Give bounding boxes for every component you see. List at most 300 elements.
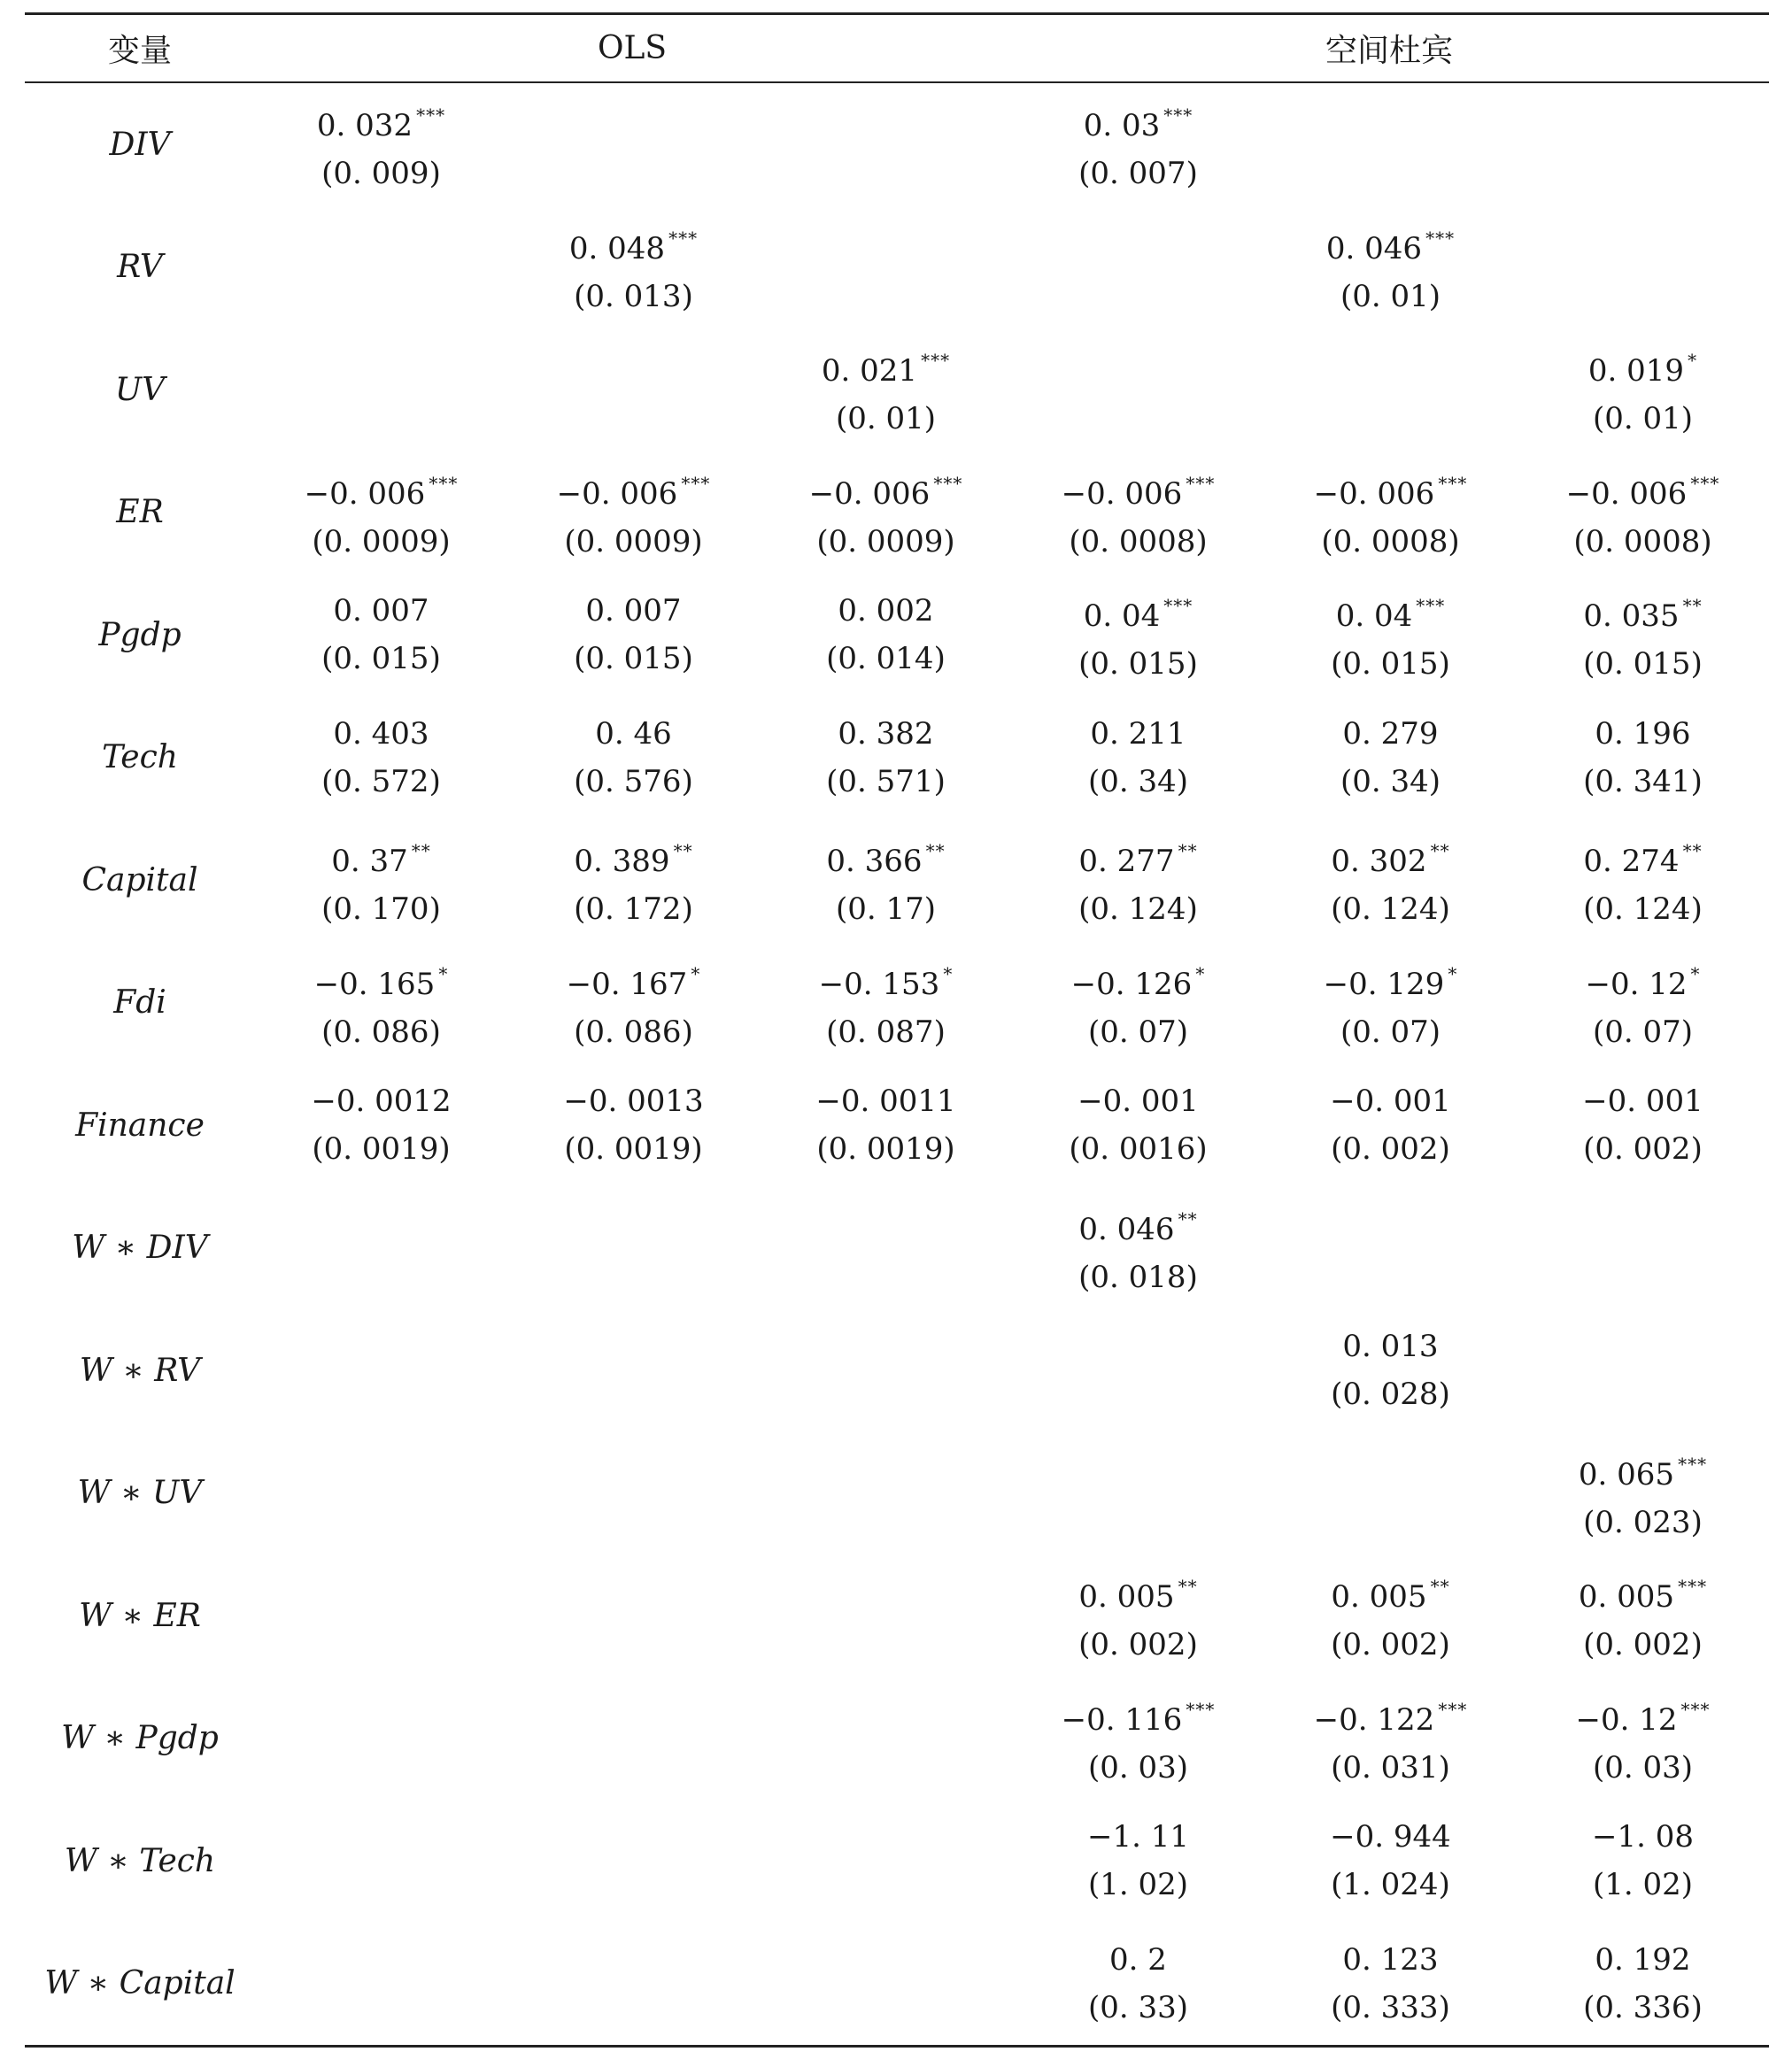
table-cell <box>1264 1936 1517 2032</box>
coefficient-line <box>1264 710 1517 758</box>
standard-error: (0. 002) <box>1583 1627 1703 1663</box>
table-row <box>25 942 1769 1065</box>
coefficient-value: 0. 46 <box>595 715 672 752</box>
standard-error: (0. 336) <box>1583 1989 1703 2025</box>
table-cell <box>1517 1077 1769 1173</box>
coefficient-line <box>1264 1813 1517 1861</box>
coefficient-line <box>507 710 760 758</box>
coefficient-line <box>760 1077 1012 1125</box>
table-cell <box>760 1077 1012 1173</box>
standard-error: (0. 015) <box>1078 646 1198 683</box>
standard-error: (0. 086) <box>574 1014 693 1050</box>
coefficient-line <box>255 827 507 885</box>
significance-stars: *** <box>681 472 711 494</box>
significance-stars: *** <box>1678 1453 1708 1475</box>
table-cell <box>1264 950 1517 1056</box>
coefficient-line <box>1264 1685 1517 1744</box>
coefficient-line <box>1517 1077 1769 1125</box>
coefficient-value: 0. 007 <box>585 593 682 629</box>
standard-error: (0. 0009) <box>816 523 955 559</box>
significance-stars: *** <box>668 227 699 249</box>
coefficient-value: 0. 04 <box>1083 598 1161 635</box>
coefficient-value: 0. 005 <box>1078 1579 1175 1616</box>
coefficient-line <box>1517 1685 1769 1744</box>
coefficient-value: −0. 165 <box>313 966 436 1002</box>
coefficient-value: −0. 001 <box>1582 1084 1703 1120</box>
table-cell <box>760 336 1012 443</box>
coefficient-value: −0. 006 <box>556 475 678 512</box>
table-cell <box>255 1077 507 1173</box>
variable-label: DIV <box>109 126 171 163</box>
table-cell <box>1517 582 1769 688</box>
significance-stars: *** <box>921 350 951 372</box>
coefficient-line <box>1264 1936 1517 1984</box>
coefficient-line <box>507 214 760 273</box>
standard-error: (0. 124) <box>1331 891 1450 928</box>
coefficient-value: 0. 274 <box>1583 844 1680 880</box>
significance-stars: *** <box>933 472 963 494</box>
coefficient-line <box>1012 459 1264 518</box>
standard-error: (0. 333) <box>1331 1989 1450 2025</box>
standard-error: (0. 03) <box>1592 1749 1694 1785</box>
variable-label: ER <box>116 494 164 531</box>
significance-stars: * <box>943 962 954 984</box>
significance-stars: *** <box>1678 1576 1708 1598</box>
coefficient-line <box>1012 1562 1264 1621</box>
table-cell <box>1012 1077 1264 1173</box>
significance-stars: *** <box>1163 104 1193 127</box>
coefficient-line <box>1517 582 1769 640</box>
significance-stars: ** <box>411 840 431 862</box>
coefficient-value: −0. 12 <box>1575 1701 1678 1738</box>
standard-error: (0. 01) <box>1592 401 1694 437</box>
table-row <box>25 83 1769 206</box>
coefficient-value: −0. 001 <box>1078 1084 1199 1120</box>
table-cell <box>1012 710 1264 806</box>
coefficient-value: 0. 04 <box>1335 598 1413 635</box>
coefficient-line <box>1264 827 1517 885</box>
table-row <box>25 1800 1769 1923</box>
coefficient-line <box>1517 1813 1769 1861</box>
coefficient-value: −0. 001 <box>1330 1084 1451 1120</box>
coefficient-line <box>1264 1077 1517 1125</box>
table-cell <box>1264 1323 1517 1418</box>
coefficient-line <box>255 459 507 518</box>
coefficient-value: −1. 08 <box>1592 1819 1694 1855</box>
coefficient-value: 0. 019 <box>1587 353 1685 389</box>
coefficient-value: 0. 013 <box>1342 1329 1439 1365</box>
standard-error: (0. 07) <box>1592 1014 1694 1050</box>
variable-label: Tech <box>102 739 178 776</box>
table-row <box>25 1309 1769 1432</box>
coefficient-line <box>507 827 760 885</box>
coefficient-value: 0. 005 <box>1578 1579 1675 1616</box>
standard-error: (1. 024) <box>1331 1867 1450 1903</box>
table-body <box>25 83 1769 2045</box>
standard-error: (0. 086) <box>321 1014 441 1050</box>
coefficient-value: −0. 129 <box>1323 966 1445 1002</box>
table-row <box>25 1554 1769 1678</box>
coefficient-line <box>1012 710 1264 758</box>
table-cell <box>1517 1813 1769 1909</box>
standard-error: (0. 007) <box>1078 156 1198 192</box>
standard-error: (0. 341) <box>1583 763 1703 799</box>
significance-stars: *** <box>1438 1698 1468 1720</box>
table-cell <box>255 587 507 683</box>
standard-error: (0. 0019) <box>816 1131 955 1168</box>
standard-error: (0. 0008) <box>1321 523 1460 559</box>
table-cell <box>255 459 507 566</box>
table-row <box>25 1678 1769 1801</box>
table-cell <box>1264 582 1517 688</box>
coefficient-value: 0. 277 <box>1078 844 1175 880</box>
header-row <box>25 15 1769 81</box>
coefficient-line <box>255 587 507 635</box>
coefficient-value: 0. 046 <box>1078 1211 1175 1247</box>
standard-error: (0. 031) <box>1331 1749 1450 1785</box>
coefficient-line <box>1264 582 1517 640</box>
table-cell <box>507 1077 760 1173</box>
significance-stars: ** <box>1178 840 1198 862</box>
coefficient-line <box>1264 1323 1517 1370</box>
variable-label: W ∗ UV <box>77 1475 203 1512</box>
coefficient-line <box>1517 1440 1769 1499</box>
coefficient-line <box>255 950 507 1008</box>
coefficient-value: 0. 403 <box>333 715 429 752</box>
coefficient-value: 0. 279 <box>1342 715 1439 752</box>
variable-label: RV <box>117 249 163 286</box>
coefficient-value: 0. 021 <box>821 353 918 389</box>
coefficient-line <box>1264 214 1517 273</box>
coefficient-line <box>1264 950 1517 1008</box>
table-cell <box>1264 459 1517 566</box>
table-cell <box>1012 459 1264 566</box>
table-cell <box>1264 710 1517 806</box>
coefficient-line <box>255 91 507 150</box>
standard-error: (0. 015) <box>574 641 693 677</box>
table-row <box>25 1064 1769 1187</box>
standard-error: (0. 023) <box>1583 1504 1703 1540</box>
standard-error: (0. 34) <box>1087 763 1189 799</box>
significance-stars: *** <box>1690 472 1720 494</box>
coefficient-line <box>760 459 1012 518</box>
standard-error: (0. 0019) <box>564 1131 703 1168</box>
significance-stars: ** <box>1178 1576 1198 1598</box>
table-row <box>25 451 1769 575</box>
table-cell <box>507 950 760 1056</box>
coefficient-line <box>507 1077 760 1125</box>
significance-stars: * <box>1195 962 1206 984</box>
standard-error: (0. 087) <box>826 1014 946 1050</box>
coefficient-line <box>760 950 1012 1008</box>
table-cell <box>507 827 760 933</box>
standard-error: (0. 33) <box>1087 1989 1189 2025</box>
standard-error: (0. 124) <box>1583 891 1703 928</box>
variable-label: W ∗ DIV <box>72 1230 208 1267</box>
coefficient-line <box>507 459 760 518</box>
standard-error: (0. 172) <box>574 891 693 928</box>
coefficient-line <box>1517 710 1769 758</box>
standard-error: (0. 018) <box>1078 1259 1198 1295</box>
table-cell <box>1012 91 1264 197</box>
coefficient-line <box>1012 1195 1264 1253</box>
table-cell <box>1517 710 1769 806</box>
table-cell <box>1012 950 1264 1056</box>
coefficient-value: −0. 126 <box>1070 966 1193 1002</box>
standard-error: (1. 02) <box>1087 1867 1189 1903</box>
table-cell <box>760 710 1012 806</box>
coefficient-line <box>1012 1936 1264 1984</box>
table-cell <box>507 214 760 320</box>
table-cell <box>1517 827 1769 933</box>
table-cell <box>1012 1936 1264 2032</box>
header-ols: OLS <box>597 30 668 66</box>
significance-stars: ** <box>1178 1207 1198 1230</box>
coefficient-line <box>1012 582 1264 640</box>
variable-label: Fdi <box>113 984 166 1022</box>
table-cell <box>507 710 760 806</box>
coefficient-value: −0. 006 <box>1061 475 1183 512</box>
table-cell <box>255 827 507 933</box>
coefficient-line <box>255 710 507 758</box>
bottom-rule <box>25 2045 1769 2048</box>
coefficient-value: 0. 196 <box>1595 715 1691 752</box>
table-cell <box>507 587 760 683</box>
variable-label: W ∗ Pgdp <box>61 1720 219 1757</box>
standard-error: (0. 0016) <box>1069 1131 1208 1168</box>
significance-stars: *** <box>1416 595 1446 617</box>
standard-error: (0. 015) <box>321 641 441 677</box>
table-cell <box>1264 1562 1517 1669</box>
coefficient-value: 0. 37 <box>331 844 408 880</box>
coefficient-value: −0. 122 <box>1313 1701 1435 1738</box>
standard-error: (0. 0008) <box>1069 523 1208 559</box>
standard-error: (0. 124) <box>1078 891 1198 928</box>
variable-label: Finance <box>75 1107 205 1144</box>
table-cell <box>1517 950 1769 1056</box>
table-cell <box>1517 1936 1769 2032</box>
standard-error: (0. 170) <box>321 891 441 928</box>
significance-stars: * <box>1690 962 1701 984</box>
coefficient-line <box>1012 1077 1264 1125</box>
table-row <box>25 1923 1769 2046</box>
table-cell <box>255 91 507 197</box>
significance-stars: * <box>438 962 449 984</box>
coefficient-value: 0. 046 <box>1325 230 1423 266</box>
coefficient-value: −0. 0013 <box>563 1084 704 1120</box>
table-row <box>25 206 1769 329</box>
significance-stars: ** <box>1682 840 1703 862</box>
regression-table <box>25 12 1769 2048</box>
table-cell <box>1264 1813 1517 1909</box>
variable-label: W ∗ Capital <box>44 1965 236 2002</box>
coefficient-value: −1. 11 <box>1087 1819 1189 1855</box>
standard-error: (0. 34) <box>1340 763 1441 799</box>
standard-error: (0. 014) <box>826 641 946 677</box>
coefficient-value: 0. 211 <box>1090 715 1186 752</box>
significance-stars: *** <box>1186 472 1216 494</box>
significance-stars: * <box>691 962 701 984</box>
coefficient-value: −0. 006 <box>304 475 426 512</box>
standard-error: (0. 07) <box>1340 1014 1441 1050</box>
header-sdm: 空间杜宾 <box>1325 33 1453 69</box>
significance-stars: ** <box>673 840 693 862</box>
variable-label: W ∗ ER <box>79 1597 201 1634</box>
table-cell <box>255 710 507 806</box>
table-row <box>25 819 1769 942</box>
variable-label: Capital <box>81 861 198 899</box>
coefficient-value: 0. 03 <box>1083 108 1161 144</box>
coefficient-line <box>1517 1562 1769 1621</box>
coefficient-line <box>1012 950 1264 1008</box>
table-cell <box>1012 1195 1264 1301</box>
coefficient-value: −0. 944 <box>1330 1819 1451 1855</box>
table-cell <box>760 950 1012 1056</box>
table-cell <box>1264 1685 1517 1792</box>
standard-error: (0. 576) <box>574 763 693 799</box>
coefficient-value: −0. 12 <box>1585 966 1688 1002</box>
coefficient-value: 0. 002 <box>838 593 934 629</box>
significance-stars: *** <box>1680 1698 1711 1720</box>
table-cell <box>1012 1562 1264 1669</box>
coefficient-line <box>760 336 1012 395</box>
table-row <box>25 1432 1769 1555</box>
coefficient-line <box>1264 1562 1517 1621</box>
table-row <box>25 328 1769 451</box>
significance-stars: *** <box>1425 227 1456 249</box>
standard-error: (0. 002) <box>1331 1131 1450 1168</box>
coefficient-line <box>1517 1936 1769 1984</box>
standard-error: (1. 02) <box>1592 1867 1694 1903</box>
coefficient-value: 0. 192 <box>1595 1941 1691 1978</box>
table-cell <box>1517 336 1769 443</box>
standard-error: (0. 009) <box>321 156 441 192</box>
table-cell <box>507 459 760 566</box>
table-cell <box>760 827 1012 933</box>
header-variable: 变量 <box>107 33 172 69</box>
significance-stars: *** <box>416 104 446 127</box>
coefficient-line <box>1517 950 1769 1008</box>
table-cell <box>760 587 1012 683</box>
coefficient-value: 0. 007 <box>333 593 429 629</box>
coefficient-value: 0. 065 <box>1578 1456 1675 1492</box>
standard-error: (0. 028) <box>1331 1377 1450 1413</box>
coefficient-value: −0. 153 <box>818 966 940 1002</box>
significance-stars: * <box>1448 962 1458 984</box>
coefficient-line <box>1517 336 1769 395</box>
significance-stars: *** <box>1438 472 1468 494</box>
table-cell <box>1517 1685 1769 1792</box>
coefficient-value: −0. 006 <box>1313 475 1435 512</box>
table-cell <box>1012 1685 1264 1792</box>
standard-error: (0. 002) <box>1078 1627 1198 1663</box>
significance-stars: *** <box>1163 595 1193 617</box>
significance-stars: ** <box>1682 595 1703 617</box>
table-cell <box>1264 214 1517 320</box>
coefficient-value: 0. 123 <box>1342 1941 1439 1978</box>
variable-label: W ∗ RV <box>79 1352 201 1389</box>
table-row <box>25 1187 1769 1310</box>
coefficient-value: −0. 006 <box>808 475 931 512</box>
coefficient-value: 0. 005 <box>1331 1579 1427 1616</box>
table-cell <box>1517 1440 1769 1546</box>
table-cell <box>1264 827 1517 933</box>
coefficient-value: −0. 167 <box>566 966 688 1002</box>
significance-stars: ** <box>1430 840 1450 862</box>
table-row <box>25 574 1769 697</box>
coefficient-line <box>1264 459 1517 518</box>
coefficient-value: 0. 389 <box>574 844 670 880</box>
coefficient-value: 0. 2 <box>1109 1941 1167 1978</box>
standard-error: (0. 002) <box>1331 1627 1450 1663</box>
coefficient-line <box>507 587 760 635</box>
coefficient-value: 0. 048 <box>568 230 666 266</box>
standard-error: (0. 0019) <box>312 1131 451 1168</box>
standard-error: (0. 17) <box>835 891 937 928</box>
significance-stars: ** <box>925 840 946 862</box>
coefficient-line <box>255 1077 507 1125</box>
variable-label: W ∗ Tech <box>64 1842 216 1879</box>
table-cell <box>1517 459 1769 566</box>
coefficient-value: −0. 0011 <box>815 1084 956 1120</box>
table-cell <box>760 459 1012 566</box>
significance-stars: *** <box>429 472 459 494</box>
standard-error: (0. 01) <box>1340 278 1441 314</box>
standard-error: (0. 572) <box>321 763 441 799</box>
coefficient-line <box>1012 1813 1264 1861</box>
coefficient-line <box>760 587 1012 635</box>
table-cell <box>1517 1562 1769 1669</box>
coefficient-value: −0. 006 <box>1565 475 1688 512</box>
significance-stars: ** <box>1430 1576 1450 1598</box>
significance-stars: *** <box>1186 1698 1216 1720</box>
standard-error: (0. 571) <box>826 763 946 799</box>
standard-error: (0. 015) <box>1331 646 1450 683</box>
variable-label: UV <box>114 371 166 408</box>
standard-error: (0. 07) <box>1087 1014 1189 1050</box>
table-cell <box>1264 1077 1517 1173</box>
standard-error: (0. 013) <box>574 278 693 314</box>
coefficient-line <box>507 950 760 1008</box>
coefficient-line <box>1012 91 1264 150</box>
coefficient-value: 0. 302 <box>1331 844 1427 880</box>
standard-error: (0. 01) <box>835 401 937 437</box>
coefficient-value: −0. 0012 <box>311 1084 452 1120</box>
coefficient-value: 0. 366 <box>826 844 923 880</box>
table-cell <box>1012 1813 1264 1909</box>
table-cell <box>255 950 507 1056</box>
table-cell <box>1012 582 1264 688</box>
significance-stars: * <box>1688 350 1698 372</box>
standard-error: (0. 03) <box>1087 1749 1189 1785</box>
coefficient-line <box>1012 827 1264 885</box>
standard-error: (0. 002) <box>1583 1131 1703 1168</box>
coefficient-line <box>760 710 1012 758</box>
coefficient-line <box>1012 1685 1264 1744</box>
standard-error: (0. 0008) <box>1573 523 1712 559</box>
standard-error: (0. 0009) <box>312 523 451 559</box>
coefficient-value: 0. 035 <box>1583 598 1680 635</box>
coefficient-line <box>1517 459 1769 518</box>
coefficient-value: 0. 382 <box>838 715 934 752</box>
table-cell <box>1012 827 1264 933</box>
coefficient-value: −0. 116 <box>1061 1701 1183 1738</box>
standard-error: (0. 015) <box>1583 646 1703 683</box>
coefficient-line <box>760 827 1012 885</box>
variable-label: Pgdp <box>98 616 182 653</box>
table-row <box>25 697 1769 820</box>
standard-error: (0. 0009) <box>564 523 703 559</box>
